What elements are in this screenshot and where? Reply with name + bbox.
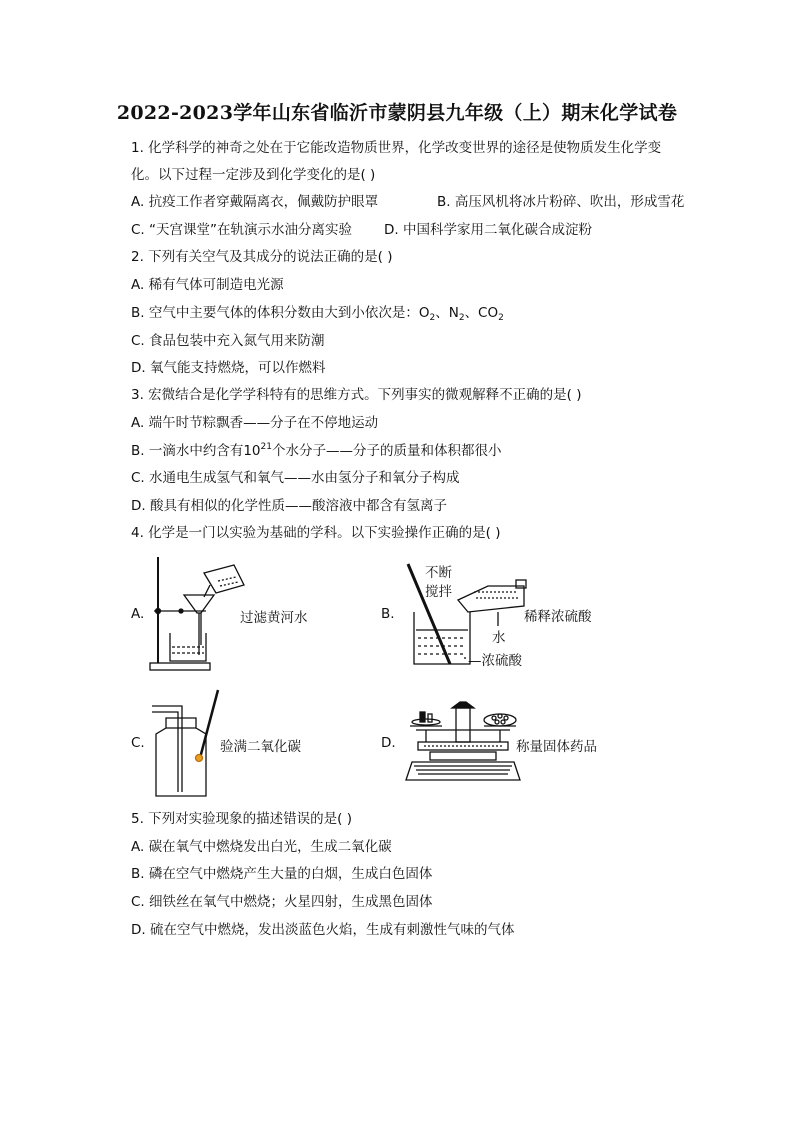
q4-option-b-conc-acid-text: 浓硫酸 bbox=[481, 653, 522, 669]
co2-test-figure bbox=[148, 688, 228, 800]
q2-option-d: D. 氧气能支持燃烧，可以作燃料 bbox=[131, 360, 326, 376]
q4-option-d-letter: D. bbox=[381, 735, 396, 751]
q4-stem: 4. 化学是一门以实验为基础的学科。以下实验操作正确的是( ) bbox=[131, 525, 501, 541]
q1-option-c: C. “天宫课堂”在轨演示水油分离实验 bbox=[131, 222, 352, 238]
q1-stem-line2: 化。以下过程一定涉及到化学变化的是( ) bbox=[131, 167, 376, 183]
q2-option-b-text: B. 空气中主要气体的体积分数由大到小依次是：O bbox=[131, 305, 430, 321]
q3-option-b-text: B. 一滴水中约含有10 bbox=[131, 443, 261, 459]
page-title: 2022-2023学年山东省临沂市蒙阴县九年级（上）期末化学试卷 bbox=[116, 102, 678, 124]
q3-exponent: 21 bbox=[260, 442, 272, 452]
q2-option-c: C. 食品包装中充入氮气用来防潮 bbox=[131, 333, 325, 349]
q2-option-b bbox=[131, 304, 504, 322]
q4-option-b-conc-acid-label: —浓硫酸 bbox=[468, 653, 522, 669]
q1-option-d: D. 中国科学家用二氧化碳合成淀粉 bbox=[384, 222, 592, 238]
q3-option-b bbox=[131, 442, 501, 460]
q4-option-b-label: 稀释浓硫酸 bbox=[524, 609, 592, 625]
q2-stem: 2. 下列有关空气及其成分的说法正确的是( ) bbox=[131, 249, 393, 265]
q1-stem-line1: 1. 化学科学的神奇之处在于它能改造物质世界，化学改变世界的途径是使物质发生化学变 bbox=[131, 140, 662, 156]
q4-option-b-letter: B. bbox=[381, 606, 395, 622]
q5-stem: 5. 下列对实验现象的描述错误的是( ) bbox=[131, 811, 352, 827]
q4-option-b-stir-label-1: 不断 bbox=[425, 565, 452, 581]
q4-option-c-letter: C. bbox=[131, 735, 145, 751]
q4-option-a-letter: A. bbox=[131, 606, 145, 622]
balance-figure bbox=[404, 700, 522, 782]
q3-option-d: D. 酸具有相似的化学性质——酸溶液中都含有氢离子 bbox=[131, 498, 447, 514]
q4-option-d-label: 称量固体药品 bbox=[516, 739, 597, 755]
q3-option-c: C. 水通电生成氢气和氧气——水由氢分子和氧分子构成 bbox=[131, 470, 460, 486]
q5-option-b: B. 磷在空气中燃烧产生大量的白烟，生成白色固体 bbox=[131, 866, 433, 882]
q4-option-c-label: 验满二氧化碳 bbox=[220, 739, 301, 755]
q4-option-b-water-label: 水 bbox=[492, 630, 506, 646]
q2-option-b-mid1: 、N bbox=[435, 305, 459, 321]
q5-option-a: A. 碳在氧气中燃烧发出白光，生成二氧化碳 bbox=[131, 839, 392, 855]
q2-sub-1: 2 bbox=[429, 313, 436, 323]
q4-option-b-stir-label-2: 搅拌 bbox=[425, 584, 452, 600]
q2-sub-2: 2 bbox=[458, 313, 465, 323]
q2-option-a: A. 稀有气体可制造电光源 bbox=[131, 277, 284, 293]
q3-option-b-rest: 个水分子——分子的质量和体积都很小 bbox=[271, 443, 502, 459]
filtration-apparatus-figure bbox=[148, 555, 248, 673]
q2-sub-3: 2 bbox=[498, 313, 504, 323]
q3-option-a: A. 端午时节粽飘香——分子在不停地运动 bbox=[131, 415, 379, 431]
q1-option-b: B. 高压风机将冰片粉碎、吹出，形成雪花 bbox=[437, 194, 685, 210]
q5-option-c: C. 细铁丝在氧气中燃烧；火星四射，生成黑色固体 bbox=[131, 894, 433, 910]
q2-option-b-mid2: 、CO bbox=[464, 305, 499, 321]
q5-option-d: D. 硫在空气中燃烧，发出淡蓝色火焰，生成有刺激性气味的气体 bbox=[131, 922, 515, 938]
q3-stem: 3. 宏微结合是化学学科特有的思维方式。下列事实的微观解释不正确的是( ) bbox=[131, 387, 582, 403]
q4-option-a-label: 过滤黄河水 bbox=[240, 610, 308, 626]
q1-option-a: A. 抗疫工作者穿戴隔离衣，佩戴防护眼罩 bbox=[131, 194, 379, 210]
